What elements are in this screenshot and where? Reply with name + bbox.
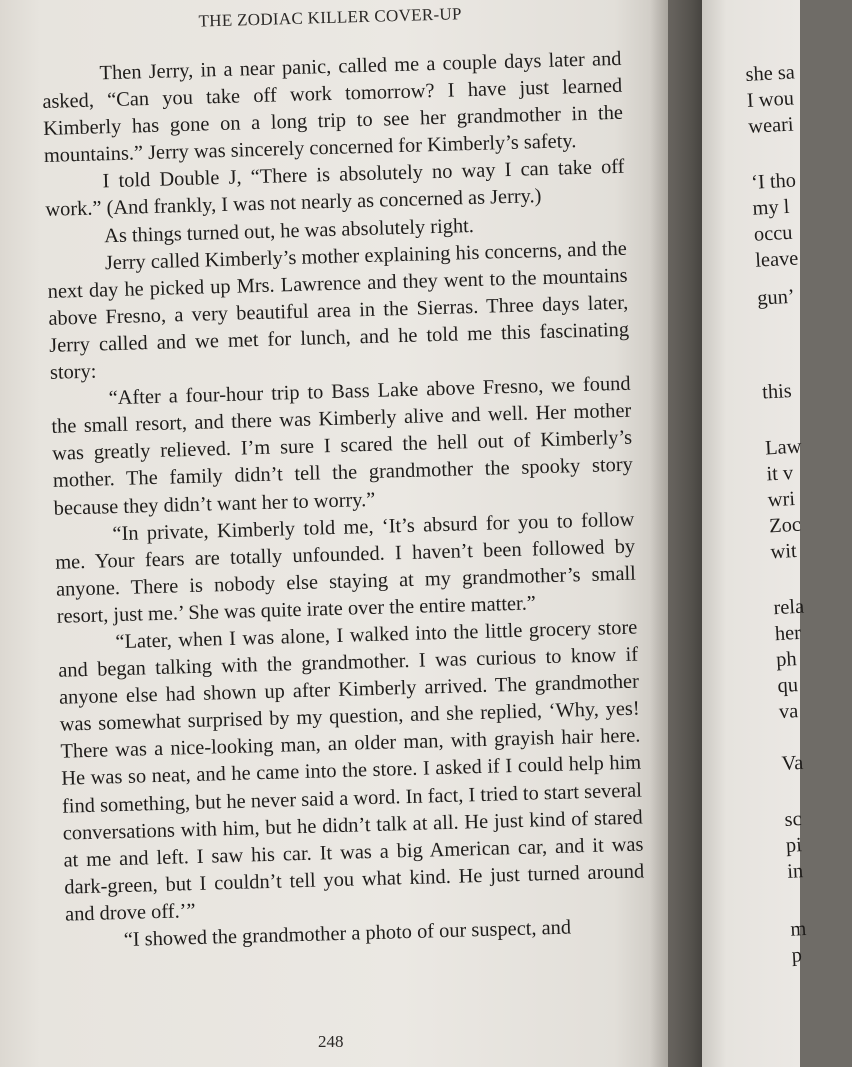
paragraph: “I showed the grandmother a photo of our suspect, and bbox=[123, 916, 572, 952]
facing-line: va bbox=[778, 700, 799, 724]
paragraph: I told Double J, “There is absolutely no way I can take off work.” (And frankly, I was not nearly as concerned as Jerry.) bbox=[45, 156, 625, 222]
facing-line: my l bbox=[752, 195, 790, 220]
facing-line: occu bbox=[753, 221, 793, 246]
facing-line: I wou bbox=[746, 87, 795, 112]
facing-line: her bbox=[774, 621, 802, 646]
facing-line: sc bbox=[784, 808, 803, 831]
facing-line: she sa bbox=[745, 61, 796, 86]
facing-line: Va bbox=[781, 751, 804, 776]
facing-line: rela bbox=[772, 595, 805, 620]
facing-line: wri bbox=[767, 487, 796, 512]
paragraph: “In private, Kimberly told me, ‘It’s absurd for you to follow me. Your fears are totally unfounded. I haven’t been followed by anyone. There is nobody else staying at my grandmother’s small resort, just me.’ She was quite irate over the entire matter.” bbox=[54, 508, 637, 628]
facing-line: ‘I tho bbox=[750, 169, 797, 194]
paragraph: Then Jerry, in a near panic, called me a couple days later and asked, “Can you take off work tomorrow? I have just learned Kimberly has gone on a long trip to see her grandmother in the mountains.” Jerry was sincerely concerned for Kimberly’s safety. bbox=[42, 47, 624, 168]
facing-line: wit bbox=[770, 539, 798, 564]
facing-line: this bbox=[761, 380, 793, 404]
book-gutter bbox=[650, 0, 710, 1067]
facing-line: pi bbox=[785, 834, 803, 857]
facing-line: p bbox=[791, 944, 803, 967]
facing-line: ph bbox=[775, 648, 798, 672]
page-content bbox=[40, 0, 646, 956]
facing-line: gun’ bbox=[756, 285, 796, 310]
running-head: THE ZODIAC KILLER COVER-UP bbox=[198, 4, 462, 31]
paragraph: Jerry called Kimberly’s mother explaining his concerns, and the next day he picked up Mrs. Lawrence and they went to the mountains above Fresno, a very beautiful area in the Sierras. Three days later, Jerry called and we met for lunch, and he told me this fascinating story: bbox=[47, 237, 630, 384]
facing-line: in bbox=[786, 860, 804, 883]
page-number: 248 bbox=[318, 1032, 344, 1051]
facing-line: it v bbox=[765, 462, 794, 486]
facing-line: weari bbox=[747, 113, 795, 138]
facing-line: m bbox=[789, 917, 807, 941]
paragraph: “Later, when I was alone, I walked into the little grocery store and began talking with the grandmother. I was curious to know if anyone else had shown up after Kimberly arrived. The grandmother was somewhat surprised by my question, and she replied, ‘Why, yes! There was a nice-looking man, an older man, with grayish hair here. He was so neat, and he came into the store. I asked if I could help him find something, but he never said a word. In fact, I tried to start several conversations with him, but he didn’t talk at all. He just kind of stared at me and left. I saw his car. It was a big American car, and it was dark-green, but I couldn’t tell you what kind. He just turned around and drove off.’” bbox=[57, 616, 645, 926]
facing-line: qu bbox=[777, 674, 799, 698]
facing-line: leave bbox=[754, 247, 799, 272]
paragraph: “After a four-hour trip to Bass Lake above Fresno, we found the small resort, and there was Kimberly alive and well. Her mother was greatly relieved. I’m sure I scared the hell out of Kimberly’s mother. The family didn’t tell the grandmother the spooky story because they didn’t want her to worry.” bbox=[51, 372, 634, 520]
facing-line: Law bbox=[764, 435, 802, 460]
body-text bbox=[41, 46, 646, 956]
facing-line: Zoc bbox=[768, 513, 802, 538]
paragraph: As things turned out, he was absolutely right. bbox=[103, 214, 475, 247]
